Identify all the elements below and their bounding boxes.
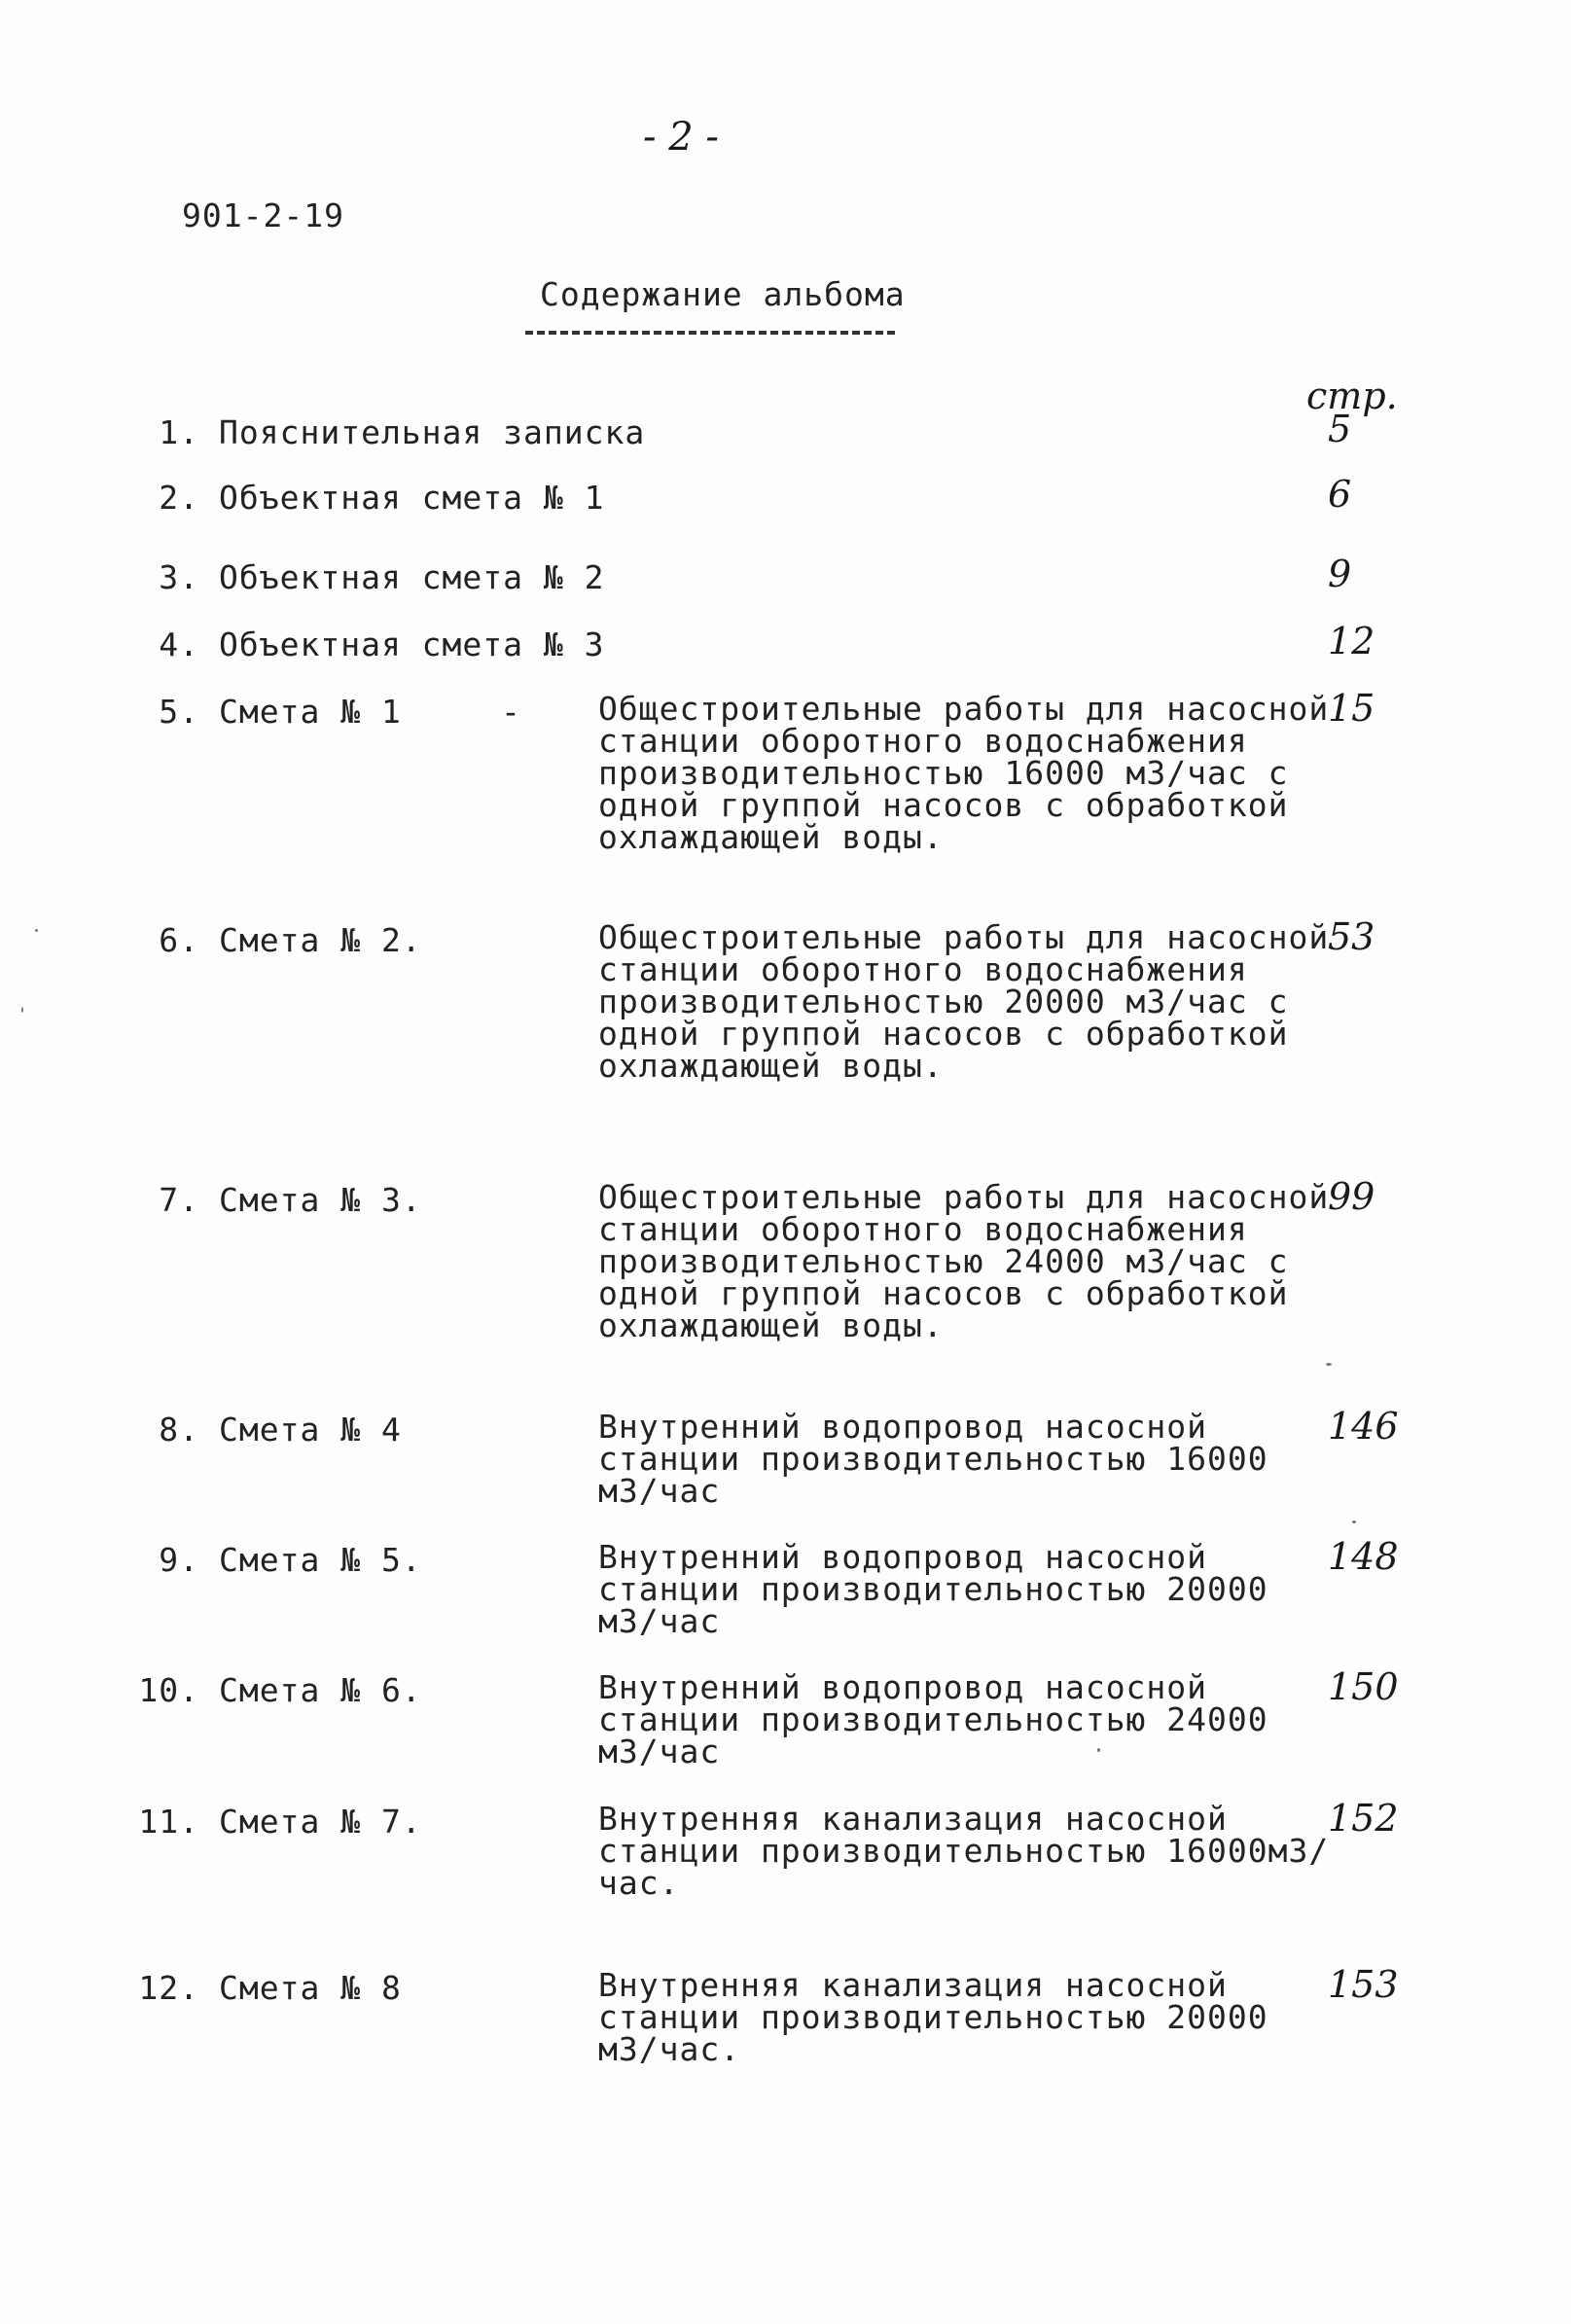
entry-number: 2.: [159, 479, 199, 517]
entry-page: 153: [1328, 1963, 1399, 2006]
entry-name: Объектная смета № 2: [219, 558, 605, 596]
entry-number: 4.: [159, 626, 199, 663]
entry-name: Пояснительная записка: [219, 413, 646, 451]
entry-description: Внутренний водопровод насосной станции производительностью 20000 м3/час: [598, 1538, 1268, 1640]
entry-page: 99: [1328, 1175, 1375, 1218]
entry-number: 7.: [159, 1181, 199, 1219]
entry-name: Объектная смета № 3: [219, 626, 605, 663]
entry-name: Смета № 2.: [219, 921, 422, 959]
entry-description: Внутренняя канализация насосной станции производительностью 20000 м3/час.: [598, 1966, 1268, 2068]
entry-name: Смета № 4: [219, 1411, 402, 1448]
page-column-header: стр.: [1306, 375, 1398, 417]
entry-number: 8.: [159, 1411, 199, 1448]
page-title: Содержание альбома: [540, 275, 906, 313]
entry-number: 6.: [159, 921, 199, 959]
entry-description: Внутренний водопровод насосной станции производительностью 24000 м3/час: [598, 1668, 1268, 1770]
document-code: 901-2-19: [182, 197, 344, 234]
entry-name: Смета № 8: [219, 1969, 402, 2007]
entry-name: Объектная смета № 1: [219, 479, 605, 517]
entry-number: 10.: [138, 1671, 199, 1709]
scan-speck: [35, 929, 38, 932]
entry-page: 150: [1328, 1665, 1399, 1708]
entry-page: 15: [1328, 687, 1375, 730]
scan-speck: [1097, 1748, 1100, 1752]
entry-page: 6: [1328, 473, 1352, 516]
entry-number: 9.: [159, 1541, 199, 1579]
scan-speck: [21, 1007, 23, 1013]
title-underline: [525, 331, 895, 335]
entry-page: 5: [1328, 408, 1352, 450]
entry-name: Смета № 1: [219, 693, 402, 731]
entry-number: 5.: [159, 693, 199, 731]
entry-description: Общестроительные работы для насосной станции оборотного водоснабжения производительностью 24000 м3/час с одной группой насосов с обработкой охлаждающей воды.: [598, 1178, 1330, 1344]
entry-number: 12.: [138, 1969, 199, 2007]
entry-description: Внутренний водопровод насосной станции производительностью 16000 м3/час: [598, 1408, 1268, 1510]
entry-page: 9: [1328, 553, 1352, 595]
entry-page: 148: [1328, 1535, 1399, 1578]
entry-number: 3.: [159, 558, 199, 596]
entry-page: 146: [1328, 1405, 1399, 1448]
entry-number: 11.: [138, 1803, 199, 1841]
page-number: - 2 -: [643, 115, 719, 160]
scan-speck: [1352, 1520, 1356, 1523]
entry-description: Внутренняя канализация насосной станции производительностью 16000м3/ час.: [598, 1800, 1330, 1902]
entry-name: Смета № 3.: [219, 1181, 422, 1219]
entry-name: Смета № 6.: [219, 1671, 422, 1709]
entry-name: Смета № 5.: [219, 1541, 422, 1579]
entry-page: 12: [1328, 620, 1375, 662]
entry-number: 1.: [159, 413, 199, 451]
entry-page: 152: [1328, 1797, 1399, 1840]
entry-description: Общестроительные работы для насосной станции оборотного водоснабжения производительностью 16000 м3/час с одной группой насосов с обработкой охлаждающей воды.: [598, 690, 1330, 856]
entry-description: Общестроительные работы для насосной станции оборотного водоснабжения производительностью 20000 м3/час с одной группой насосов с обработкой охлаждающей воды.: [598, 918, 1330, 1085]
entry-name: Смета № 7.: [219, 1803, 422, 1841]
entry-dash: -: [501, 693, 521, 731]
scan-speck: [1326, 1363, 1332, 1366]
entry-page: 53: [1328, 915, 1375, 958]
